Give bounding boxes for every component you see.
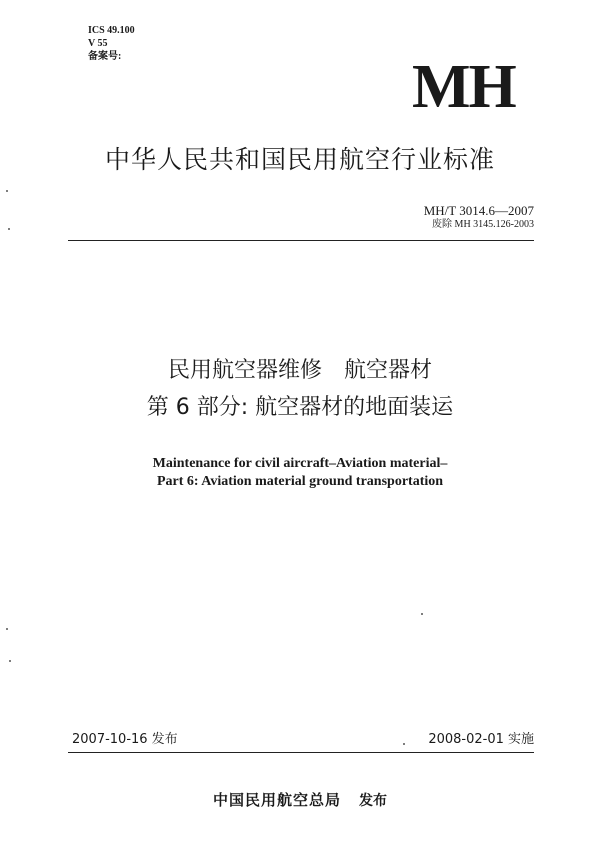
bottom-divider <box>68 752 534 753</box>
scan-speck <box>8 228 10 230</box>
publish-verb: 发布 <box>359 793 387 809</box>
implementation-date: 2008-02-01 实施 <box>428 732 534 747</box>
scan-speck <box>6 628 8 630</box>
english-title-line-1: Maintenance for civil aircraft–Aviation material– <box>152 456 448 471</box>
top-divider <box>68 240 534 241</box>
record-number-label: 备案号: <box>88 51 122 62</box>
publisher-line <box>0 789 600 810</box>
chinese-title-line-1: 民用航空器维修 航空器材 <box>167 358 432 383</box>
scan-speck <box>6 190 8 192</box>
standard-number: MH/T 3014.6—2007 <box>423 203 534 218</box>
replaced-standard: 废除 MH 3145.126-2003 <box>432 219 534 230</box>
publisher-name: 中国民用航空总局 <box>212 791 341 809</box>
scan-speck <box>403 743 405 745</box>
scan-speck <box>9 660 11 662</box>
english-title-line-2: Part 6: Aviation material ground transportation <box>156 474 444 489</box>
mh-logo: MH <box>412 53 515 121</box>
standard-title: 中华人民共和国民用航空行业标准 <box>104 145 495 174</box>
classification-code: V 55 <box>88 38 108 49</box>
ics-code: ICS 49.100 <box>88 25 135 36</box>
issue-date: 2007-10-16 发布 <box>72 732 178 747</box>
chinese-title-line-2: 第 6 部分: 航空器材的地面装运 <box>146 395 454 420</box>
scan-speck <box>421 613 423 615</box>
